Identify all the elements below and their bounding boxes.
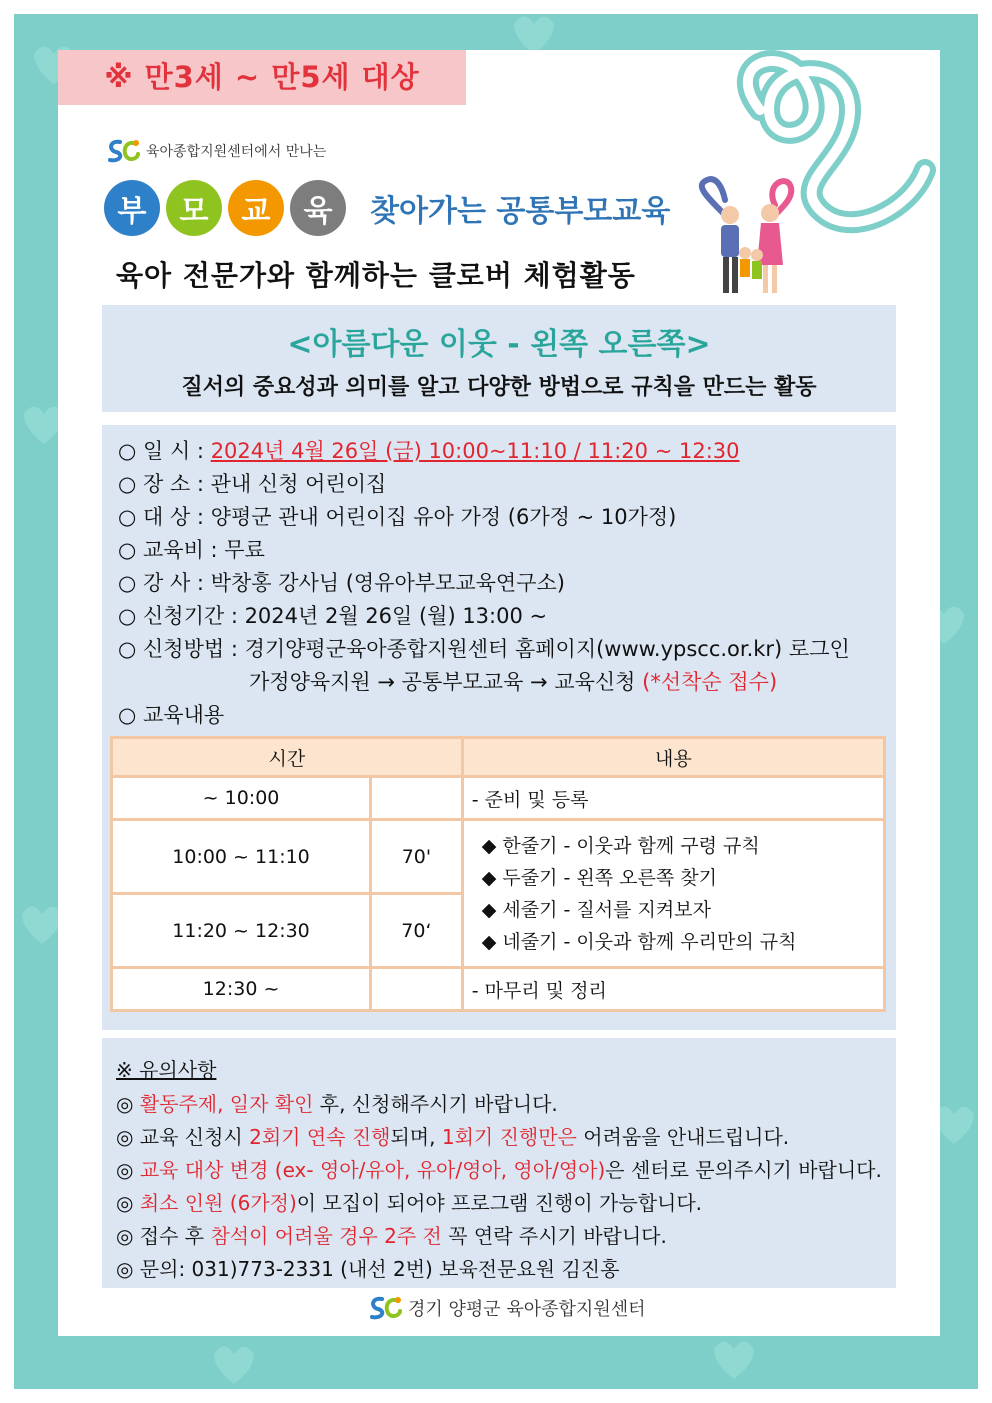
info-target: ○ 대 상 : 양평군 관내 어린이집 유아 가정 (6가정 ~ 10가정) <box>118 505 677 529</box>
activity-item: ◆ 세줄기 - 질서를 지켜보자 <box>481 898 711 921</box>
info-content-label: ○ 교육내용 <box>118 703 225 727</box>
note-4 <box>116 1187 702 1216</box>
note-3 <box>116 1154 882 1183</box>
row2-time: 10:00 ~ 11:10 <box>112 820 371 894</box>
note-2-a: ◎ 교육 신청시 <box>116 1125 250 1149</box>
center-logo-icon <box>368 1295 404 1321</box>
circle-gyo: 교 <box>228 180 284 236</box>
row4-time: 12:30 ~ <box>112 968 371 1011</box>
note-5 <box>116 1220 667 1249</box>
row4-content: - 마무리 및 정리 <box>462 968 884 1011</box>
note-3-b: 은 센터로 문의주시기 바랍니다. <box>605 1158 882 1182</box>
note-2 <box>116 1121 789 1150</box>
activity-list <box>462 820 884 968</box>
program-subtitle: 찾아가는 공통부모교육 <box>370 194 671 229</box>
note-contact: ◎ 문의: 031)773-2331 (내선 2번) 보육전문요원 김진홍 <box>116 1257 620 1281</box>
note-2-red1: 2회기 연속 진행 <box>249 1125 391 1149</box>
note-2-c: 어려움을 안내드립니다. <box>576 1125 790 1149</box>
target-age-tag: ※ 만3세 ~ 만5세 대상 <box>58 50 466 105</box>
row4-minutes <box>371 968 463 1011</box>
table-row <box>112 968 885 1011</box>
note-4-a: ◎ <box>116 1191 140 1215</box>
note-2-red2: 1회기 진행만은 <box>441 1125 577 1149</box>
footer <box>368 1295 646 1321</box>
note-3-a: ◎ <box>116 1158 140 1182</box>
activity-item: ◆ 네줄기 - 이웃과 함께 우리만의 규칙 <box>481 930 797 953</box>
info-date-label: ○ 일 시 : <box>118 439 211 463</box>
info-method: ○ 신청방법 : 경기양평군육아종합지원센터 홈페이지(www.ypscc.or.kr) 로그인 <box>118 637 850 661</box>
note-3-red: 교육 대상 변경 (ex- 영아/유아, 유아/영아, 영아/영아) <box>139 1158 606 1182</box>
activity-item: ◆ 한줄기 - 이웃과 함께 구령 규칙 <box>481 834 760 857</box>
note-1 <box>116 1088 558 1117</box>
info-method-path <box>249 666 777 696</box>
notes-box <box>102 1038 896 1288</box>
table-row <box>112 777 885 820</box>
info-method-first-come: (*선착순 접수) <box>642 670 778 694</box>
theme-box <box>102 305 896 412</box>
footer-org-name: 경기 양평군 육아종합지원센터 <box>408 1299 646 1320</box>
note-4-red: 최소 인원 (6가정) <box>139 1191 297 1215</box>
info-date <box>118 435 740 465</box>
row1-minutes <box>371 777 463 820</box>
header-time: 시간 <box>112 738 463 777</box>
info-place: ○ 장 소 : 관내 신청 어린이집 <box>118 472 387 496</box>
note-1-b: 후, 신청해주시기 바랍니다. <box>313 1092 558 1116</box>
activity-item: ◆ 두줄기 - 왼쪽 오른쪽 찾기 <box>481 866 717 889</box>
info-lecturer: ○ 강 사 : 박창홍 강사님 (영유아부모교육연구소) <box>118 571 565 595</box>
note-1-red: 활동주제, 일자 확인 <box>139 1092 314 1116</box>
table-row <box>112 820 885 894</box>
theme-description: 질서의 중요성과 의미를 알고 다양한 방법으로 규칙을 만드는 활동 <box>181 375 817 400</box>
info-date-value: 2024년 4월 26일 (금) 10:00~11:10 / 11:20 ~ 12:30 <box>210 439 740 463</box>
info-period: ○ 신청기간 : 2024년 2월 26일 (월) 13:00 ~ <box>118 604 548 628</box>
brand-tagline: 육아종합지원센터에서 만나는 <box>146 144 327 160</box>
schedule-table <box>110 736 886 1012</box>
note-2-b: 되며, <box>390 1125 442 1149</box>
header-content: 내용 <box>462 738 884 777</box>
note-5-b: 꼭 연락 주시기 바랍니다. <box>441 1224 667 1248</box>
note-4-b: 이 모집이 되어야 프로그램 진행이 가능합니다. <box>296 1191 703 1215</box>
row3-minutes: 70‘ <box>371 894 463 968</box>
schedule-header-row <box>112 738 885 777</box>
theme-title: <아름다운 이웃 - 왼쪽 오른쪽> <box>287 327 711 362</box>
row1-time: ~ 10:00 <box>112 777 371 820</box>
main-title: 육아 전문가와 함께하는 클로버 체험활동 <box>116 259 636 292</box>
program-circles <box>104 180 352 236</box>
circle-mo: 모 <box>166 180 222 236</box>
note-1-a: ◎ <box>116 1092 140 1116</box>
circle-bu: 부 <box>104 180 160 236</box>
brand-line <box>106 138 326 164</box>
info-fee: ○ 교육비 : 무료 <box>118 538 265 562</box>
row3-time: 11:20 ~ 12:30 <box>112 894 371 968</box>
family-illustration <box>695 175 805 300</box>
row2-minutes: 70' <box>371 820 463 894</box>
row1-content: - 준비 및 등록 <box>462 777 884 820</box>
center-logo-icon <box>106 138 142 164</box>
notes-title: ※ 유의사항 <box>116 1058 217 1082</box>
info-method-path-text: 가정양육지원 → 공통부모교육 → 교육신청 <box>249 670 643 694</box>
note-5-a: ◎ 접수 후 <box>116 1224 211 1248</box>
circle-yuk: 육 <box>290 180 346 236</box>
note-5-red: 참석이 어려울 경우 2주 전 <box>210 1224 442 1248</box>
